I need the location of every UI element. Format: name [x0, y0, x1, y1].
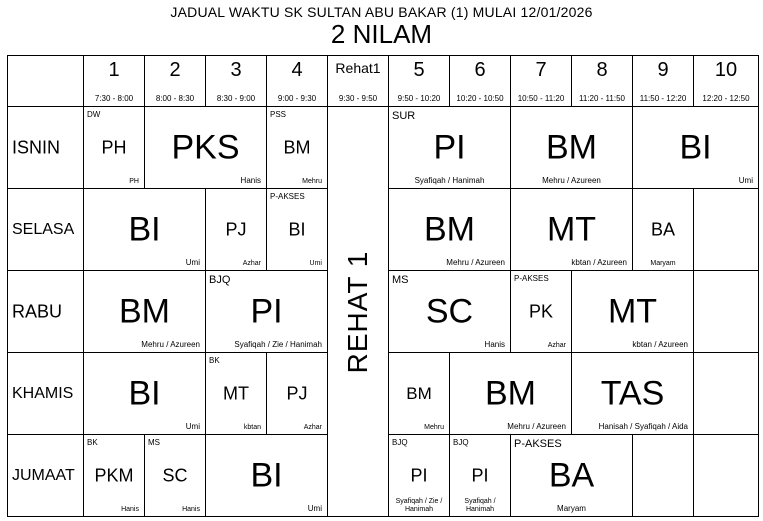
lesson-cell: [267, 353, 328, 435]
lesson-subject: BI: [128, 210, 161, 248]
lesson-code: MS: [392, 274, 409, 286]
lesson-subject: PK: [528, 301, 553, 321]
lesson-cell: [267, 107, 328, 189]
lesson-cell: [84, 353, 206, 435]
lesson-subject: BM: [546, 128, 597, 166]
period-number: 8: [596, 59, 608, 81]
lesson-subject: BI: [128, 374, 161, 412]
period-number: 2: [169, 59, 181, 81]
lesson-subject: BI: [250, 456, 283, 494]
day-label: [8, 435, 84, 517]
period-time: 10:20 - 10:50: [456, 94, 504, 103]
lesson-subject: PJ: [286, 383, 308, 403]
lesson-cell: [572, 271, 694, 353]
lesson-subject: PI: [250, 292, 283, 330]
day-name: KHAMIS: [12, 384, 74, 402]
period-time: 11:50 - 12:20: [639, 94, 687, 103]
lesson-subject: PH: [101, 137, 127, 157]
lesson-code: P-AKSES: [514, 438, 562, 450]
lesson-subject: SC: [162, 465, 188, 485]
day-label: [8, 271, 84, 353]
lesson-subject: SC: [425, 292, 474, 330]
lesson-teacher: Hanis: [182, 506, 200, 513]
break-time: 9:30 - 9:50: [338, 94, 378, 103]
lesson-teacher: Mehru / Azureen: [507, 422, 566, 431]
lesson-code: SUR: [392, 110, 416, 122]
period-number: 6: [474, 59, 486, 81]
lesson-teacher: Maryam: [650, 260, 676, 267]
lesson-teacher: Mehru: [302, 178, 322, 185]
lesson-cell: [206, 271, 328, 353]
empty-cell: [633, 435, 694, 517]
lesson-subject: BI: [679, 128, 712, 166]
lesson-code: BJQ: [209, 274, 231, 286]
lesson-teacher: Mehru / Azureen: [141, 340, 200, 349]
lesson-cell: [389, 353, 450, 435]
day-label: [8, 107, 84, 189]
break-header: [328, 56, 389, 107]
lesson-subject: PI: [471, 465, 489, 485]
lesson-teacher: Umi: [309, 260, 322, 267]
lesson-cell: [206, 435, 328, 517]
period-header: [572, 56, 633, 107]
period-number: 3: [230, 59, 242, 81]
lesson-cell: [389, 271, 511, 353]
period-header-row: [8, 56, 759, 107]
period-number: 4: [291, 59, 303, 81]
lesson-teacher: Hanis: [484, 340, 505, 349]
lesson-code: P-AKSES: [514, 274, 549, 283]
lesson-teacher: Umi: [738, 176, 753, 185]
break-label: REHAT 1: [342, 250, 373, 373]
period-number: 10: [714, 59, 738, 81]
lesson-subject: MT: [223, 383, 249, 403]
lesson-cell: [572, 353, 694, 435]
lesson-code: BK: [209, 356, 220, 365]
period-header: [206, 56, 267, 107]
day-name: ISNIN: [12, 137, 61, 157]
lesson-teacher: Azhar: [303, 424, 322, 431]
lesson-subject: BM: [119, 292, 170, 330]
period-number: 7: [535, 59, 547, 81]
lesson-code: P-AKSES: [270, 192, 305, 201]
lesson-teacher: Azhar: [547, 342, 566, 349]
period-header: [450, 56, 511, 107]
break-column: [328, 107, 389, 517]
lesson-cell: [450, 353, 572, 435]
day-row-isnin: [8, 107, 759, 189]
lesson-subject: BM: [485, 374, 536, 412]
empty-cell: [694, 189, 759, 271]
lesson-subject: MT: [546, 210, 597, 248]
lesson-subject: PKS: [171, 128, 240, 166]
lesson-teacher: kbtan / Azureen: [632, 340, 688, 349]
corner-cell: [8, 56, 84, 107]
lesson-teacher: Hanis: [240, 176, 261, 185]
period-header: [694, 56, 759, 107]
lesson-cell: [84, 189, 206, 271]
lesson-subject: MT: [607, 292, 658, 330]
lesson-cell: [511, 435, 633, 517]
period-number: 9: [657, 59, 669, 81]
empty-cell: [694, 353, 759, 435]
lesson-cell: [450, 435, 511, 517]
period-time: 11:20 - 11:50: [579, 94, 625, 103]
lesson-teacher: Hanisah / Syafiqah / Aida: [598, 422, 688, 431]
lesson-teacher: Maryam: [557, 504, 586, 513]
lesson-teacher: Umi: [185, 258, 200, 267]
period-number: 1: [108, 59, 120, 81]
period-header: [145, 56, 206, 107]
lesson-teacher: Syafiqah / Hanimah: [464, 498, 496, 513]
lesson-subject: PKM: [94, 465, 134, 485]
period-time: 7:30 - 8:00: [94, 94, 134, 103]
lesson-cell: [84, 271, 206, 353]
period-header: [84, 56, 145, 107]
lesson-subject: PJ: [225, 219, 247, 239]
lesson-teacher: Syafiqah / Zie / Hanimah: [234, 340, 322, 349]
day-name: JUMAAT: [12, 466, 75, 484]
lesson-cell: [511, 271, 572, 353]
lesson-teacher: Syafiqah / Zie / Hanimah: [395, 498, 443, 513]
lesson-subject: TAS: [600, 374, 665, 412]
lesson-cell: [389, 435, 450, 517]
lesson-cell: [145, 435, 206, 517]
lesson-cell: [511, 107, 633, 189]
lesson-teacher: Mehru / Azureen: [542, 176, 601, 185]
timetable: [7, 55, 759, 517]
period-time: 8:00 - 8:30: [155, 94, 195, 103]
lesson-subject: BM: [424, 210, 475, 248]
period-header: [511, 56, 572, 107]
lesson-code: BJQ: [392, 438, 408, 447]
lesson-teacher: kbtan: [243, 424, 261, 431]
period-time: 9:00 - 9:30: [277, 94, 317, 103]
lesson-cell: [389, 189, 511, 271]
class-title: 2 NILAM: [330, 19, 433, 49]
lesson-cell: [633, 107, 759, 189]
lesson-cell: [206, 189, 267, 271]
lesson-code: MS: [148, 438, 160, 447]
lesson-cell: [206, 353, 267, 435]
period-number: 5: [413, 59, 425, 81]
empty-cell: [694, 435, 759, 517]
lesson-cell: [389, 107, 511, 189]
lesson-code: BK: [87, 438, 98, 447]
lesson-cell: [84, 107, 145, 189]
lesson-cell: [84, 435, 145, 517]
day-name: SELASA: [12, 220, 75, 238]
lesson-subject: PI: [433, 128, 466, 166]
lesson-teacher: Mehru / Azureen: [446, 258, 505, 267]
lesson-subject: BM: [283, 137, 311, 157]
lesson-subject: PI: [410, 465, 428, 485]
period-time: 9:50 - 10:20: [397, 94, 441, 103]
day-label: [8, 189, 84, 271]
lesson-subject: BA: [650, 219, 675, 239]
lesson-teacher: Umi: [307, 504, 322, 513]
day-label: [8, 353, 84, 435]
period-header: [389, 56, 450, 107]
break-number: Rehat1: [335, 60, 381, 76]
lesson-teacher: PH: [129, 178, 139, 185]
school-title: JADUAL WAKTU SK SULTAN ABU BAKAR (1) MULAI 12/01/2026: [170, 4, 593, 20]
period-header: [633, 56, 694, 107]
day-name: RABU: [12, 301, 63, 321]
lesson-code: PSS: [270, 110, 287, 119]
lesson-cell: [267, 189, 328, 271]
lesson-cell: [633, 189, 694, 271]
lesson-subject: BI: [288, 219, 306, 239]
lesson-teacher: Hanis: [121, 506, 139, 513]
lesson-cell: [511, 189, 633, 271]
period-header: [267, 56, 328, 107]
lesson-teacher: Syafiqah / Hanimah: [414, 176, 485, 185]
empty-cell: [694, 271, 759, 353]
lesson-teacher: Azhar: [242, 260, 261, 267]
lesson-code: DW: [87, 110, 101, 119]
lesson-teacher: kbtan / Azureen: [571, 258, 627, 267]
lesson-cell: [145, 107, 267, 189]
lesson-code: BJQ: [453, 438, 469, 447]
lesson-subject: BM: [406, 383, 432, 403]
lesson-teacher: Umi: [185, 422, 200, 431]
lesson-subject: BA: [548, 456, 595, 494]
period-time: 8:30 - 9:00: [216, 94, 256, 103]
period-time: 12:20 - 12:50: [702, 94, 750, 103]
lesson-teacher: Mehru: [424, 424, 444, 431]
period-time: 10:50 - 11:20: [517, 94, 565, 103]
